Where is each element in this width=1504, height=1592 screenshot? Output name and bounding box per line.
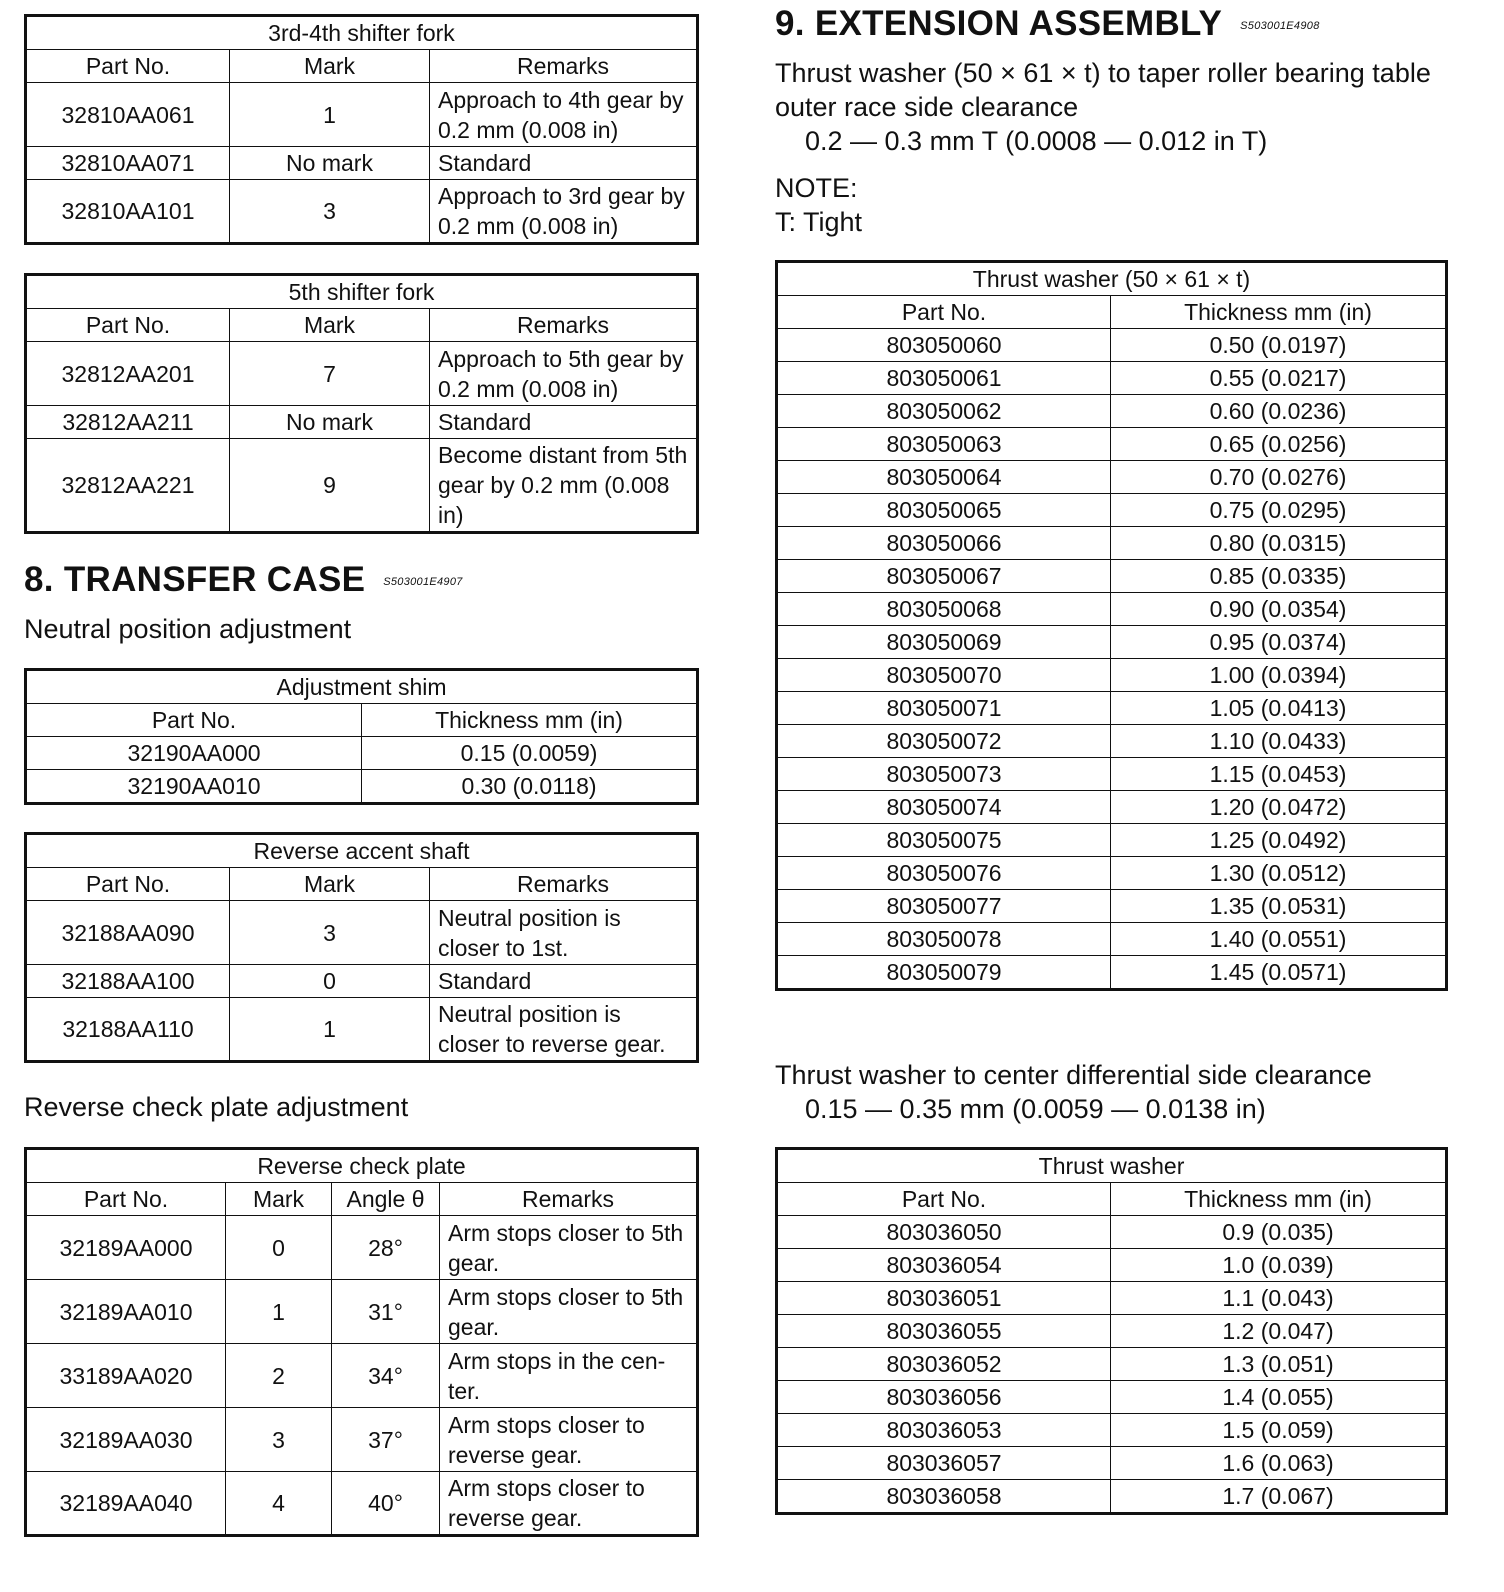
- part-no: 803050067: [777, 560, 1111, 593]
- part-no: 32189AA030: [26, 1408, 226, 1472]
- remarks: Approach to 5th gear by 0.2 mm (0.008 in): [430, 342, 698, 406]
- column-header: Remarks: [440, 1183, 698, 1216]
- column-header: Thickness mm (in): [1111, 1183, 1447, 1216]
- table-row: [777, 1348, 1447, 1381]
- table-title: Reverse accent shaft: [26, 834, 698, 868]
- reverse-check-heading: Reverse check plate adjustment: [24, 1092, 409, 1122]
- table-row: [26, 147, 698, 180]
- part-no: 803050062: [777, 395, 1111, 428]
- table-title: Thrust washer: [777, 1149, 1447, 1183]
- table-title: 3rd-4th shifter fork: [26, 16, 698, 50]
- part-no: 803036057: [777, 1447, 1111, 1480]
- clearance-value: 0.2 — 0.3 mm T (0.0008 — 0.012 in T): [805, 126, 1268, 156]
- thickness: 0.30 (0.0118): [362, 770, 698, 804]
- table-row: [26, 998, 698, 1062]
- table-row: [26, 770, 698, 804]
- column-header: Mark: [226, 1183, 332, 1216]
- column-header: Thickness mm (in): [1111, 296, 1447, 329]
- angle: 31°: [332, 1280, 440, 1344]
- column-header: Part No.: [26, 50, 230, 83]
- thickness: 1.15 (0.0453): [1111, 758, 1447, 791]
- part-no: 32812AA201: [26, 342, 230, 406]
- table-row: [777, 1249, 1447, 1282]
- table-row: [26, 83, 698, 147]
- table-row: [777, 923, 1447, 956]
- part-no: 803036052: [777, 1348, 1111, 1381]
- mark: 0: [226, 1216, 332, 1280]
- table-row: [777, 824, 1447, 857]
- table-row: [777, 857, 1447, 890]
- table-row: [26, 439, 698, 533]
- part-no: 803050072: [777, 725, 1111, 758]
- table-row: [777, 1480, 1447, 1514]
- thickness: 0.9 (0.035): [1111, 1216, 1447, 1249]
- remarks: Arm stops closer to reverse gear.: [440, 1472, 698, 1536]
- thickness: 1.0 (0.039): [1111, 1249, 1447, 1282]
- table-row: [777, 626, 1447, 659]
- table-row: [777, 1381, 1447, 1414]
- part-no: 32810AA101: [26, 180, 230, 244]
- remarks: Approach to 4th gear by 0.2 mm (0.008 in): [430, 83, 698, 147]
- part-no: 32190AA010: [26, 770, 362, 804]
- part-no: 803036051: [777, 1282, 1111, 1315]
- column-header: Mark: [230, 309, 430, 342]
- part-no: 803050071: [777, 692, 1111, 725]
- table-row: [777, 1315, 1447, 1348]
- thickness: 0.90 (0.0354): [1111, 593, 1447, 626]
- column-header: Remarks: [430, 868, 698, 901]
- column-header: Part No.: [26, 1183, 226, 1216]
- table-row: [777, 593, 1447, 626]
- clearance-description: Thrust washer (50 × 61 × t) to taper roller bearing table outer race side clearance: [775, 58, 1431, 122]
- part-no: 803050064: [777, 461, 1111, 494]
- column-header: Part No.: [26, 868, 230, 901]
- table-row: [777, 527, 1447, 560]
- part-no: 803050065: [777, 494, 1111, 527]
- mark: 9: [230, 439, 430, 533]
- column-header: Thickness mm (in): [362, 704, 698, 737]
- thickness: 1.10 (0.0433): [1111, 725, 1447, 758]
- part-no: 32189AA000: [26, 1216, 226, 1280]
- remarks: Arm stops closer to 5th gear.: [440, 1280, 698, 1344]
- angle: 28°: [332, 1216, 440, 1280]
- mark: 0: [230, 965, 430, 998]
- table-row: [777, 329, 1447, 362]
- mark: 3: [230, 180, 430, 244]
- column-header: Part No.: [26, 309, 230, 342]
- remarks: Standard: [430, 965, 698, 998]
- thickness: 0.15 (0.0059): [362, 737, 698, 770]
- table-row: [26, 342, 698, 406]
- part-no: 32190AA000: [26, 737, 362, 770]
- thrust-washer-50x61-table: [775, 260, 1448, 991]
- neutral-position-heading: Neutral position adjustment: [24, 614, 352, 644]
- table-row: [777, 428, 1447, 461]
- mark: 2: [226, 1344, 332, 1408]
- part-no: 803036054: [777, 1249, 1111, 1282]
- reverse-check-plate-table: [24, 1147, 699, 1537]
- column-header: Part No.: [777, 1183, 1111, 1216]
- table-row: [26, 1280, 698, 1344]
- remarks: Arm stops closer to reverse gear.: [440, 1408, 698, 1472]
- mark: 3: [226, 1408, 332, 1472]
- part-no: 33189AA020: [26, 1344, 226, 1408]
- part-no: 803050078: [777, 923, 1111, 956]
- note-text: T: Tight: [775, 207, 863, 237]
- thickness: 0.70 (0.0276): [1111, 461, 1447, 494]
- table-row: [26, 901, 698, 965]
- table-row: [777, 659, 1447, 692]
- column-header: Part No.: [26, 704, 362, 737]
- center-diff-value: 0.15 — 0.35 mm (0.0059 — 0.0138 in): [805, 1094, 1266, 1124]
- table-row: [26, 965, 698, 998]
- mark: 3: [230, 901, 430, 965]
- table-row: [26, 180, 698, 244]
- table-title: Thrust washer (50 × 61 × t): [777, 262, 1447, 296]
- thickness: 1.3 (0.051): [1111, 1348, 1447, 1381]
- table-row: [777, 395, 1447, 428]
- adjustment-shim-table: [24, 668, 699, 805]
- part-no: 803050068: [777, 593, 1111, 626]
- part-no: 32189AA010: [26, 1280, 226, 1344]
- table-title: Reverse check plate: [26, 1149, 698, 1183]
- column-header: Part No.: [777, 296, 1111, 329]
- thickness: 1.40 (0.0551): [1111, 923, 1447, 956]
- thickness: 0.75 (0.0295): [1111, 494, 1447, 527]
- thickness: 0.95 (0.0374): [1111, 626, 1447, 659]
- shifter-fork-34-table: [24, 14, 699, 245]
- mark: 1: [226, 1280, 332, 1344]
- remarks: Neutral position is closer to reverse gear.: [430, 998, 698, 1062]
- thickness: 0.55 (0.0217): [1111, 362, 1447, 395]
- part-no: 32188AA100: [26, 965, 230, 998]
- part-no: 32189AA040: [26, 1472, 226, 1536]
- thickness: 1.5 (0.059): [1111, 1414, 1447, 1447]
- part-no: 803050060: [777, 329, 1111, 362]
- thickness: 1.05 (0.0413): [1111, 692, 1447, 725]
- table-row: [777, 494, 1447, 527]
- section-9-title-text: 9. EXTENSION ASSEMBLY: [775, 4, 1223, 43]
- table-row: [26, 1344, 698, 1408]
- table-row: [26, 1216, 698, 1280]
- thickness: 1.35 (0.0531): [1111, 890, 1447, 923]
- thickness: 1.7 (0.067): [1111, 1480, 1447, 1514]
- remarks: Standard: [430, 406, 698, 439]
- remarks: Arm stops closer to 5th gear.: [440, 1216, 698, 1280]
- mark: 4: [226, 1472, 332, 1536]
- part-no: 32812AA211: [26, 406, 230, 439]
- remarks: Become distant from 5th gear by 0.2 mm (0.008 in): [430, 439, 698, 533]
- table-row: [777, 1216, 1447, 1249]
- mark: 7: [230, 342, 430, 406]
- part-no: 32812AA221: [26, 439, 230, 533]
- section-9-title: [775, 4, 1320, 46]
- remarks: Arm stops in the cen-ter.: [440, 1344, 698, 1408]
- table-row: [777, 362, 1447, 395]
- thickness: 1.1 (0.043): [1111, 1282, 1447, 1315]
- part-no: 803050076: [777, 857, 1111, 890]
- table-row: [777, 956, 1447, 990]
- part-no: 803050061: [777, 362, 1111, 395]
- table-row: [26, 737, 698, 770]
- shifter-fork-5-table: [24, 273, 699, 534]
- part-no: 803036055: [777, 1315, 1111, 1348]
- part-no: 803050077: [777, 890, 1111, 923]
- part-no: 803036058: [777, 1480, 1111, 1514]
- thrust-washer-table: [775, 1147, 1448, 1515]
- mark: 1: [230, 83, 430, 147]
- thickness: 0.85 (0.0335): [1111, 560, 1447, 593]
- thickness: 1.6 (0.063): [1111, 1447, 1447, 1480]
- table-row: [777, 1414, 1447, 1447]
- angle: 34°: [332, 1344, 440, 1408]
- note-label: NOTE:: [775, 173, 858, 203]
- center-diff-description: Thrust washer to center differential side clearance: [775, 1060, 1372, 1090]
- column-header: Mark: [230, 868, 430, 901]
- part-no: 803050075: [777, 824, 1111, 857]
- table-row: [777, 758, 1447, 791]
- thickness: 1.4 (0.055): [1111, 1381, 1447, 1414]
- part-no: 803050069: [777, 626, 1111, 659]
- table-title: Adjustment shim: [26, 670, 698, 704]
- part-no: 803050074: [777, 791, 1111, 824]
- column-header: Remarks: [430, 50, 698, 83]
- section-8-title-text: 8. TRANSFER CASE: [24, 560, 366, 599]
- table-row: [777, 1447, 1447, 1480]
- column-header: Remarks: [430, 309, 698, 342]
- thickness: 0.65 (0.0256): [1111, 428, 1447, 461]
- column-header: Angle θ: [332, 1183, 440, 1216]
- part-no: 803036053: [777, 1414, 1111, 1447]
- part-no: 803036056: [777, 1381, 1111, 1414]
- remarks: Neutral position is closer to 1st.: [430, 901, 698, 965]
- table-row: [777, 461, 1447, 494]
- section-9-code: S503001E4908: [1240, 19, 1320, 32]
- table-row: [777, 791, 1447, 824]
- table-row: [26, 1408, 698, 1472]
- thickness: 1.20 (0.0472): [1111, 791, 1447, 824]
- reverse-accent-shaft-table: [24, 832, 699, 1063]
- table-row: [777, 560, 1447, 593]
- part-no: 32810AA061: [26, 83, 230, 147]
- table-title: 5th shifter fork: [26, 275, 698, 309]
- part-no: 803050073: [777, 758, 1111, 791]
- section-8-title: [24, 560, 463, 602]
- mark: No mark: [230, 147, 430, 180]
- thickness: 0.60 (0.0236): [1111, 395, 1447, 428]
- part-no: 32188AA090: [26, 901, 230, 965]
- mark: No mark: [230, 406, 430, 439]
- table-row: [777, 890, 1447, 923]
- remarks: Approach to 3rd gear by 0.2 mm (0.008 in): [430, 180, 698, 244]
- thickness: 0.80 (0.0315): [1111, 527, 1447, 560]
- part-no: 32188AA110: [26, 998, 230, 1062]
- table-row: [777, 1282, 1447, 1315]
- angle: 40°: [332, 1472, 440, 1536]
- table-row: [777, 725, 1447, 758]
- table-row: [26, 1472, 698, 1536]
- part-no: 803050070: [777, 659, 1111, 692]
- mark: 1: [230, 998, 430, 1062]
- part-no: 32810AA071: [26, 147, 230, 180]
- table-row: [777, 692, 1447, 725]
- table-row: [26, 406, 698, 439]
- thickness: 1.00 (0.0394): [1111, 659, 1447, 692]
- thickness: 1.25 (0.0492): [1111, 824, 1447, 857]
- part-no: 803050079: [777, 956, 1111, 990]
- thickness: 1.2 (0.047): [1111, 1315, 1447, 1348]
- section-8-code: S503001E4907: [383, 575, 463, 588]
- part-no: 803050063: [777, 428, 1111, 461]
- thickness: 0.50 (0.0197): [1111, 329, 1447, 362]
- part-no: 803050066: [777, 527, 1111, 560]
- angle: 37°: [332, 1408, 440, 1472]
- remarks: Standard: [430, 147, 698, 180]
- part-no: 803036050: [777, 1216, 1111, 1249]
- column-header: Mark: [230, 50, 430, 83]
- thickness: 1.30 (0.0512): [1111, 857, 1447, 890]
- thickness: 1.45 (0.0571): [1111, 956, 1447, 990]
